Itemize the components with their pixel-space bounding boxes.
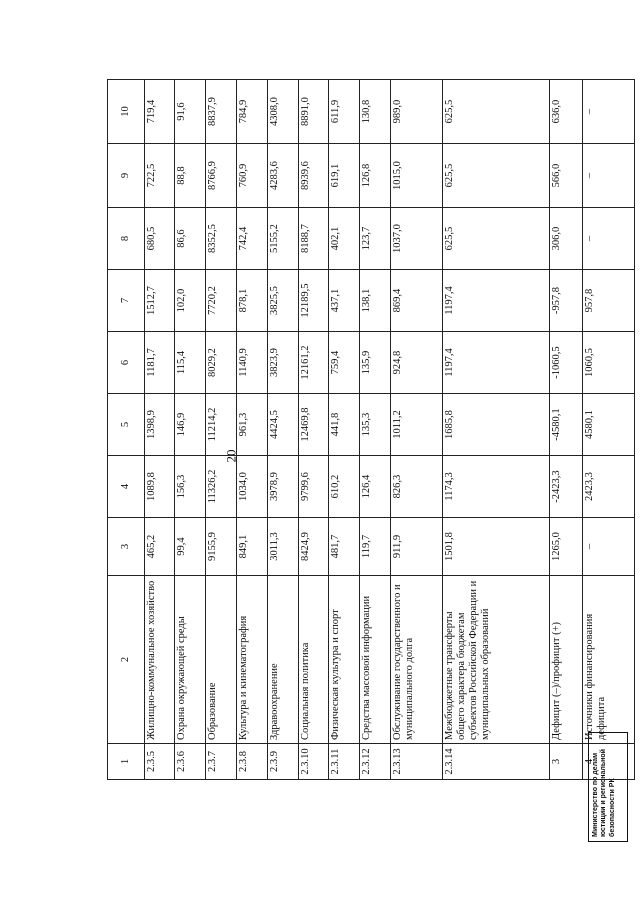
value-cell: 3823,9 <box>267 332 298 394</box>
value-cell: 123,7 <box>360 208 391 270</box>
header-row <box>108 80 145 780</box>
value-cell: 146,9 <box>175 394 206 456</box>
value-cell: 961,3 <box>237 394 268 456</box>
table-row <box>360 80 391 780</box>
value-cell: 742,4 <box>237 208 268 270</box>
value-cell: 1265,0 <box>549 518 582 576</box>
value-cell: 4580,1 <box>582 394 634 456</box>
value-cell: 1174,3 <box>443 456 550 518</box>
value-cell: 625,5 <box>443 144 550 208</box>
value-cell: 465,2 <box>144 518 175 576</box>
value-cell: – <box>582 518 634 576</box>
value-cell: 8766,9 <box>206 144 237 208</box>
column-header: 7 <box>108 270 145 332</box>
value-cell: 1181,7 <box>144 332 175 394</box>
table-row <box>206 80 237 780</box>
ministry-stamp <box>588 732 628 842</box>
value-cell: 625,5 <box>443 80 550 144</box>
value-cell: 119,7 <box>360 518 391 576</box>
value-cell: 126,8 <box>360 144 391 208</box>
value-cell: 3978,9 <box>267 456 298 518</box>
value-cell: 911,9 <box>390 518 442 576</box>
column-header: 2 <box>108 576 145 744</box>
row-code: 2.3.13 <box>390 744 442 780</box>
value-cell: 306,0 <box>549 208 582 270</box>
value-cell: 102,0 <box>175 270 206 332</box>
value-cell: 91,6 <box>175 80 206 144</box>
row-name: Источники финансирования дефицита <box>582 576 634 744</box>
value-cell: 9799,6 <box>298 456 329 518</box>
value-cell: 130,8 <box>360 80 391 144</box>
value-cell: 759,4 <box>329 332 360 394</box>
table-row <box>237 80 268 780</box>
value-cell: 3011,3 <box>267 518 298 576</box>
value-cell: -1060,5 <box>549 332 582 394</box>
value-cell: 869,4 <box>390 270 442 332</box>
value-cell: 989,0 <box>390 80 442 144</box>
value-cell: 1197,4 <box>443 270 550 332</box>
value-cell: 8939,6 <box>298 144 329 208</box>
row-code: 2.3.9 <box>267 744 298 780</box>
value-cell: 1015,0 <box>390 144 442 208</box>
value-cell: 437,1 <box>329 270 360 332</box>
row-name: Дефицит (–)/профицит (+) <box>549 576 582 744</box>
value-cell: -957,8 <box>549 270 582 332</box>
value-cell: 156,3 <box>175 456 206 518</box>
row-code: 2.3.5 <box>144 744 175 780</box>
row-code: 2.3.14 <box>443 744 550 780</box>
value-cell: 4283,6 <box>267 144 298 208</box>
value-cell: 849,1 <box>237 518 268 576</box>
table-row <box>175 80 206 780</box>
row-name: Физическая культура и спорт <box>329 576 360 744</box>
column-header: 8 <box>108 208 145 270</box>
row-name: Здравоохранение <box>267 576 298 744</box>
table-row <box>329 80 360 780</box>
page-number: 20 <box>223 449 239 463</box>
column-header: 1 <box>108 744 145 780</box>
value-cell: 135,3 <box>360 394 391 456</box>
value-cell: 1501,8 <box>443 518 550 576</box>
value-cell: 1034,0 <box>237 456 268 518</box>
value-cell: 99,4 <box>175 518 206 576</box>
row-name: Обслуживание государственного и муниципального долга <box>390 576 442 744</box>
row-name: Жилищно-коммунальное хозяйство <box>144 576 175 744</box>
value-cell: 88,8 <box>175 144 206 208</box>
value-cell: 1037,0 <box>390 208 442 270</box>
budget-table <box>107 79 635 780</box>
value-cell: 1398,9 <box>144 394 175 456</box>
value-cell: 1512,7 <box>144 270 175 332</box>
value-cell: 1011,2 <box>390 394 442 456</box>
table-row <box>144 80 175 780</box>
value-cell: 680,5 <box>144 208 175 270</box>
value-cell: 3825,5 <box>267 270 298 332</box>
value-cell: 719,4 <box>144 80 175 144</box>
row-code: 2.3.10 <box>298 744 329 780</box>
value-cell: 441,8 <box>329 394 360 456</box>
value-cell: 11214,2 <box>206 394 237 456</box>
value-cell: 138,1 <box>360 270 391 332</box>
value-cell: 8352,5 <box>206 208 237 270</box>
value-cell: 5155,2 <box>267 208 298 270</box>
value-cell: – <box>582 80 634 144</box>
row-name: Культура и кинематография <box>237 576 268 744</box>
value-cell: 566,0 <box>549 144 582 208</box>
value-cell: 4424,5 <box>267 394 298 456</box>
value-cell: 610,2 <box>329 456 360 518</box>
row-name: Социальная политика <box>298 576 329 744</box>
column-header: 5 <box>108 394 145 456</box>
value-cell: -4580,1 <box>549 394 582 456</box>
value-cell: 481,7 <box>329 518 360 576</box>
value-cell: 9155,9 <box>206 518 237 576</box>
value-cell: 8188,7 <box>298 208 329 270</box>
value-cell: 8891,0 <box>298 80 329 144</box>
value-cell: 957,8 <box>582 270 634 332</box>
table-row <box>582 80 634 780</box>
row-code: 2.3.11 <box>329 744 360 780</box>
value-cell: 11326,2 <box>206 456 237 518</box>
value-cell: 636,0 <box>549 80 582 144</box>
value-cell: 126,4 <box>360 456 391 518</box>
column-header: 4 <box>108 456 145 518</box>
value-cell: 878,1 <box>237 270 268 332</box>
value-cell: 12189,5 <box>298 270 329 332</box>
row-code: 2.3.8 <box>237 744 268 780</box>
value-cell: 1197,4 <box>443 332 550 394</box>
value-cell: 2423,3 <box>582 456 634 518</box>
row-name: Межбюджетные трансферты общего характера бюджетам субъектов Российской Федерации и муниципальных образований <box>443 576 550 744</box>
column-header: 10 <box>108 80 145 144</box>
row-code: 3 <box>549 744 582 780</box>
value-cell: 924,8 <box>390 332 442 394</box>
value-cell: – <box>582 144 634 208</box>
value-cell: 8029,2 <box>206 332 237 394</box>
value-cell: 12469,8 <box>298 394 329 456</box>
column-header: 6 <box>108 332 145 394</box>
table-row <box>298 80 329 780</box>
rotated-table-container <box>107 80 635 780</box>
row-code: 4 <box>582 744 634 780</box>
table-row <box>267 80 298 780</box>
row-name: Охрана окружающей среды <box>175 576 206 744</box>
row-name: Средства массовой информации <box>360 576 391 744</box>
value-cell: 826,3 <box>390 456 442 518</box>
value-cell: 722,5 <box>144 144 175 208</box>
value-cell: 7720,2 <box>206 270 237 332</box>
value-cell: 402,1 <box>329 208 360 270</box>
table-row <box>443 80 550 780</box>
value-cell: 1089,8 <box>144 456 175 518</box>
value-cell: -2423,3 <box>549 456 582 518</box>
value-cell: 1140,9 <box>237 332 268 394</box>
value-cell: 1060,5 <box>582 332 634 394</box>
value-cell: 115,4 <box>175 332 206 394</box>
row-code: 2.3.6 <box>175 744 206 780</box>
value-cell: 760,9 <box>237 144 268 208</box>
value-cell: 1685,8 <box>443 394 550 456</box>
value-cell: 611,9 <box>329 80 360 144</box>
row-name: Образование <box>206 576 237 744</box>
value-cell: 135,9 <box>360 332 391 394</box>
column-header: 3 <box>108 518 145 576</box>
value-cell: 4308,0 <box>267 80 298 144</box>
value-cell: 12161,2 <box>298 332 329 394</box>
value-cell: 625,5 <box>443 208 550 270</box>
stamp-text: Министерство по делам юстиции и региональной безопасности РК <box>592 749 616 837</box>
row-code: 2.3.7 <box>206 744 237 780</box>
table-row <box>549 80 582 780</box>
value-cell: 8837,9 <box>206 80 237 144</box>
column-header: 9 <box>108 144 145 208</box>
value-cell: 8424,9 <box>298 518 329 576</box>
value-cell: 86,6 <box>175 208 206 270</box>
table-row <box>390 80 442 780</box>
value-cell: 784,9 <box>237 80 268 144</box>
value-cell: – <box>582 208 634 270</box>
row-code: 2.3.12 <box>360 744 391 780</box>
value-cell: 619,1 <box>329 144 360 208</box>
